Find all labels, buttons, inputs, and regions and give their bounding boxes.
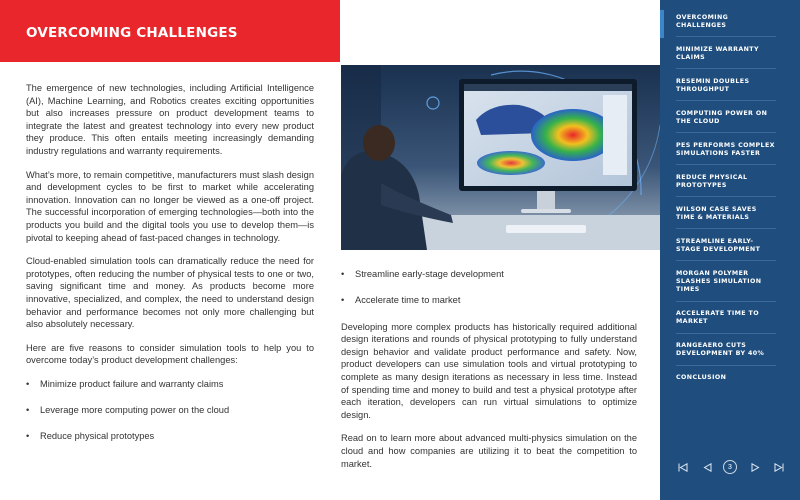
sidebar-item-conclusion[interactable]: CONCLUSION xyxy=(676,374,727,382)
reasons-list xyxy=(26,378,314,443)
cloud-simulation-paragraph: Cloud-enabled simulation tools can dramatically reduce the need for prototypes, often reducing the number of physical tests to one or two, saving significant time and money. As products become more innovative, specialized, and complex, the need to understand design behavior and performance becomes not only more challenging but also absolutely necessary. xyxy=(26,256,314,330)
list-item: • Reduce physical prototypes xyxy=(26,430,314,443)
sidebar-nav-list xyxy=(676,14,776,399)
prev-page-icon[interactable] xyxy=(700,460,714,474)
list-item: • Accelerate time to market xyxy=(341,294,637,307)
read-on-paragraph: Read on to learn more about advanced multi-physics simulation on the cloud and how companies are utilizing it to beat the competition to market. xyxy=(341,433,637,469)
list-item: • Leverage more computing power on the cloud xyxy=(26,404,314,417)
sidebar-item-pes-performs-complex-simulations[interactable]: PES PERFORMS COMPLEX SIMULATIONS FASTER xyxy=(676,142,776,165)
last-page-icon[interactable] xyxy=(772,460,786,474)
reasons-list-continued xyxy=(341,268,637,307)
intro-paragraph: The emergence of new technologies, including Artificial Intelligence (AI), Machine Learning, and Robotics creates exciting opportunities but also increases pressure on product development teams to integrate the latest and greatest technology into every new product they produce. This often entails meeting increasingly demanding industry regulations and warranty requirements. xyxy=(26,83,314,156)
sidebar-item-overcoming-challenges[interactable]: OVERCOMING CHALLENGES xyxy=(676,14,776,37)
first-page-icon[interactable] xyxy=(676,460,690,474)
sidebar-item-resemin-doubles-throughput[interactable]: RESEMIN DOUBLES THROUGHPUT xyxy=(676,78,776,101)
right-column xyxy=(341,268,637,481)
page-title: OVERCOMING CHALLENGES xyxy=(26,25,238,41)
competition-paragraph: What’s more, to remain competitive, manufacturers must slash design and development cycles to be first to market while accelerating innovation. Innovation can no longer be viewed as a one-off project. The successful incorporation of emerging technologies—both into the products you build and the digital tools you use to develop them—is pivotal to keeping ahead of fast-paced changes in technology. xyxy=(26,169,314,243)
sidebar-item-morgan-polymer[interactable]: MORGAN POLYMER SLASHES SIMULATION TIMES xyxy=(676,270,776,302)
list-item: • Streamline early-stage development xyxy=(341,268,637,281)
sidebar-item-streamline-early-stage[interactable]: STREAMLINE EARLY-STAGE DEVELOPMENT xyxy=(676,238,776,261)
page-navigation xyxy=(676,460,786,474)
list-item: • Minimize product failure and warranty claims xyxy=(26,378,314,391)
current-page-number: 3 xyxy=(723,460,737,474)
next-page-icon[interactable] xyxy=(748,460,762,474)
left-column xyxy=(26,82,314,456)
hero-image xyxy=(341,65,660,250)
sidebar-item-rangeaero-cuts-development[interactable]: RANGEAERO CUTS DEVELOPMENT BY 40% xyxy=(676,342,776,365)
reasons-intro-paragraph: Here are five reasons to consider simulation tools to help you to overcome today’s product development challenges: xyxy=(26,342,314,366)
active-item-marker xyxy=(660,10,664,38)
sidebar-item-computing-power-on-the-cloud[interactable]: COMPUTING POWER ON THE CLOUD xyxy=(676,110,776,133)
sidebar-item-wilson-case-saves-time[interactable]: WILSON CASE SAVES TIME & MATERIALS xyxy=(676,206,776,229)
sidebar-item-reduce-physical-prototypes[interactable]: REDUCE PHYSICAL PROTOTYPES xyxy=(676,174,776,197)
engineer-at-workstation-illustration xyxy=(341,65,660,250)
sidebar-item-minimize-warranty-claims[interactable]: MINIMIZE WARRANTY CLAIMS xyxy=(676,46,776,69)
complex-products-paragraph: Developing more complex products has historically required additional design iterations and rounds of physical prototyping to fully understand design behavior and validate product performance and safety. Now, product developers can use simulation tools and virtual prototyping to complete as many design iterations as necessary in less time. Instead of spending time and money to build and test a physical prototype after each iteration, developers can run virtual simulations to optimize design. xyxy=(341,321,637,420)
sidebar-item-accelerate-time-to-market[interactable]: ACCELERATE TIME TO MARKET xyxy=(676,310,776,333)
